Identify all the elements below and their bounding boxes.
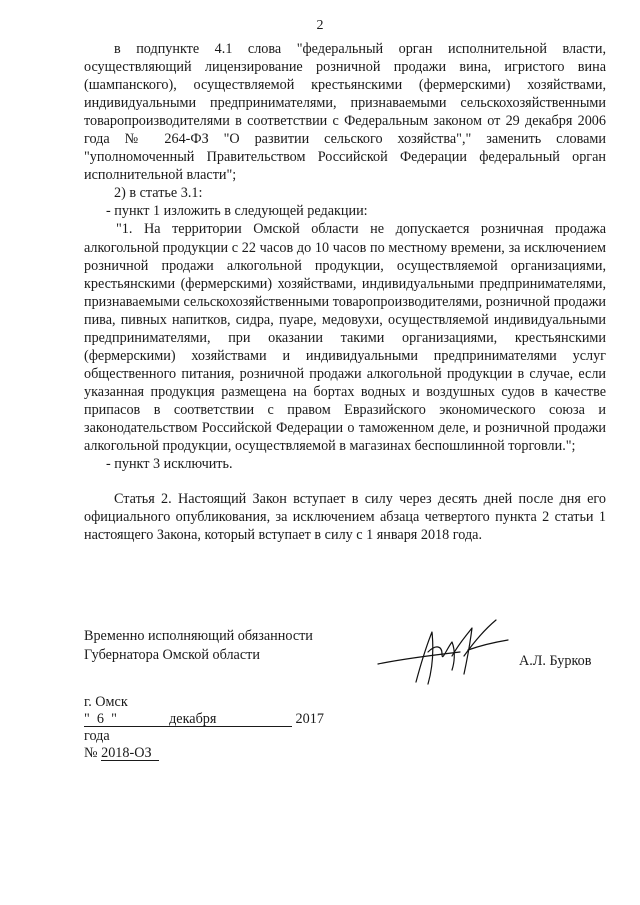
document-body <box>84 40 606 544</box>
paragraph-subclause-4-1: в подпункте 4.1 слова "федеральный орган исполнительной власти, осуществляющий лицензирование розничной продажи вина, игристого вина (шампанского), осуществляемой крестьянскими (фермерскими) хозяйствами, индивидуальными предпринимателями, признаваемыми сельскохозяйственными товаропроизводителями в соответствии с Федеральным законом от 29 декабря 2006 года № 264-ФЗ "О развитии сельского хозяйства"," заменить словами "уполномоченный Правительством Российской Федерации федеральный орган исполнительной власти"; <box>84 41 606 184</box>
signatory-name: А.Л. Бурков <box>519 653 592 669</box>
date-line <box>84 711 334 745</box>
law-number: 2018-ОЗ <box>101 746 159 761</box>
signatory-title-line2: Губернатора Омской области <box>84 646 260 663</box>
paragraph-point-1-text: "1. На территории Омской области не допускается розничная продажа алкогольной продукции с 22 часов до 10 часов по местному времени, за исключением розничной продажи алкогольной продукции, осуществляемой организациями, крестьянскими (фермерскими) хозяйствами, индивидуальными предпринимателями, признаваемыми сельскохозяйственными товаропроизводителями, розничной продажи пива, пивных напитков, сидра, пуаре, медовухи, осуществляемой индивидуальными предпринимателями, при оказании такими организациями, крестьянскими (фермерскими) хозяйствами и индивидуальными предпринимателями услуг общественного питания, розничной продажи алкогольной продукции в случае, если указанная продукция размещена на бортах водных и воздушных судов в качестве припасов в соответствии с правом Евразийского экономического союза и законодательством Российской Федерации о таможенном деле, и розничной продажи алкогольной продукции, осуществляемой в магазинах беспошлинной торговли."; <box>84 221 606 455</box>
page-number: 2 <box>316 18 324 33</box>
paragraph-point-1-intro: - пункт 1 изложить в следующей редакции: <box>106 203 368 220</box>
day: 6 <box>96 711 104 727</box>
signatory-title-line1: Временно исполняющий обязанности <box>84 628 313 644</box>
paragraph-article-3-1: 2) в статье 3.1: <box>114 185 203 202</box>
signatory-title <box>84 627 384 664</box>
city: г. Омск <box>84 694 128 710</box>
year: 2017 года <box>84 711 324 744</box>
month: декабря <box>169 711 217 727</box>
paragraph-article-2: Статья 2. Настоящий Закон вступает в силу через десять дней после дня его официального опубликования, за исключением абзаца четвертого пункта 2 статьи 1 настоящего Закона, который вступает в силу с 1 января 2018 года. <box>84 491 606 544</box>
place-and-date <box>84 694 334 762</box>
day-field <box>84 712 162 727</box>
number-sign: № <box>84 745 98 761</box>
quote-close: " <box>111 711 117 727</box>
quote-open: " <box>84 711 90 727</box>
number-line <box>84 745 334 762</box>
month-field <box>162 712 292 727</box>
handwritten-signature <box>372 612 522 692</box>
paragraph-point-3: - пункт 3 исключить. <box>106 456 233 473</box>
